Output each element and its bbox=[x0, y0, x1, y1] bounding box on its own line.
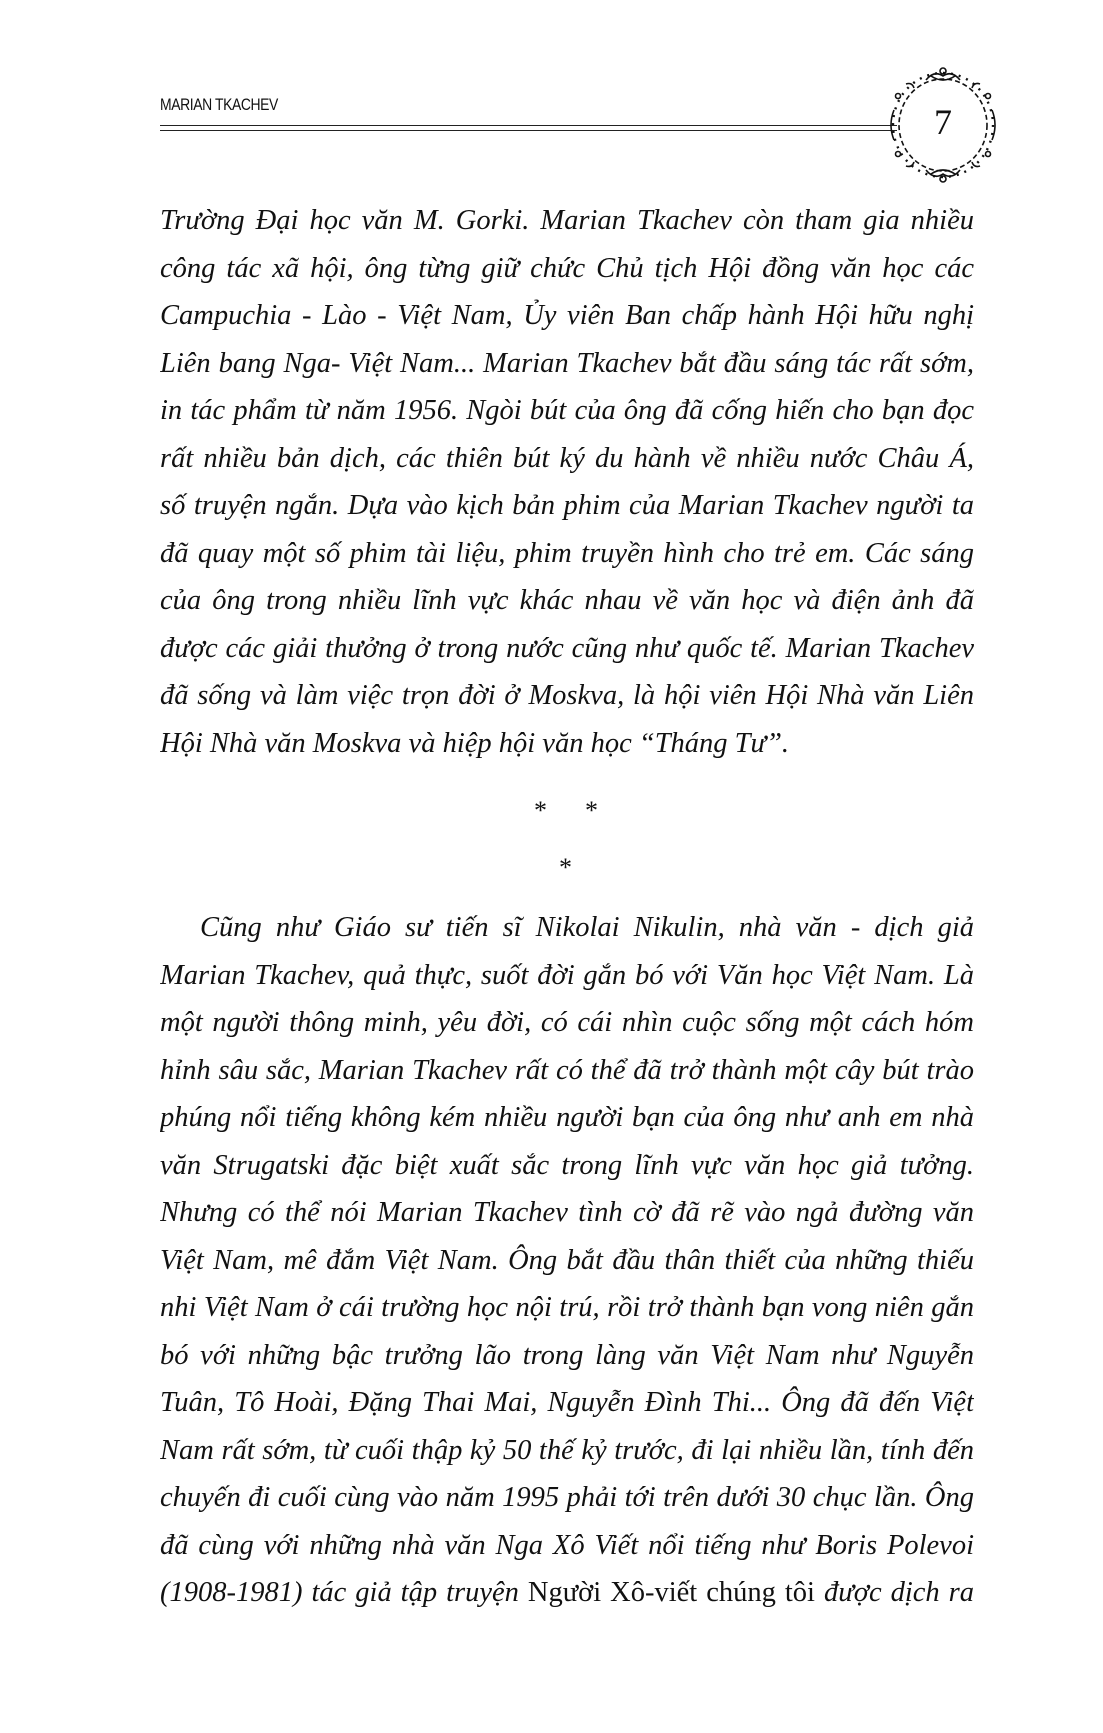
text-line: một người thông minh, yêu đời, có cái nhìn cuộc sống một cách hóm bbox=[160, 1007, 974, 1038]
text-line: được các giải thưởng ở trong nước cũng như quốc tế. Marian Tkachev bbox=[160, 632, 974, 664]
text-line: công tác xã hội, ông từng giữ chức Chủ tịch Hội đồng văn học các bbox=[160, 252, 974, 284]
text-line: đã cùng với những nhà văn Nga Xô Viết nổi tiếng như Boris Polevoi bbox=[160, 1529, 974, 1561]
text-segment: (1908-1981) tác giả tập truyện bbox=[160, 1577, 528, 1608]
text-line: hỉnh sâu sắc, Marian Tkachev rất có thể đã trở thành một cây bút trào bbox=[160, 1054, 974, 1086]
text-line bbox=[160, 1569, 974, 1617]
paragraph-1 bbox=[160, 197, 974, 767]
separator-star: * bbox=[534, 796, 547, 825]
text-line: đã quay một số phim tài liệu, phim truyền hình cho trẻ em. Các sáng bbox=[160, 537, 974, 569]
text-line: Tuân, Tô Hoài, Đặng Thai Mai, Nguyễn Đình Thi... Ông đã đến Việt bbox=[160, 1387, 974, 1418]
page-number: 7 bbox=[934, 102, 952, 142]
text-line: đã sống và làm việc trọn đời ở Moskva, là hội viên Hội Nhà văn Liên bbox=[160, 680, 974, 711]
text-line: văn Strugatski đặc biệt xuất sắc trong lĩnh vực văn học giả tưởng. bbox=[160, 1149, 974, 1181]
running-title: MARIAN TKACHEV bbox=[160, 95, 278, 114]
text-line: Nhưng có thể nói Marian Tkachev tình cờ đã rẽ vào ngả đường văn bbox=[160, 1197, 974, 1228]
header-rule bbox=[160, 130, 897, 131]
text-line: Trường Đại học văn M. Gorki. Marian Tkachev còn tham gia nhiều bbox=[160, 205, 974, 236]
text-line: bó với những bậc trưởng lão trong làng văn Việt Nam như Nguyễn bbox=[160, 1339, 974, 1371]
text-line: Campuchia - Lào - Việt Nam, Ủy viên Ban chấp hành Hội hữu nghị bbox=[160, 300, 974, 331]
text-line: Việt Nam, mê đắm Việt Nam. Ông bắt đầu thân thiết của những thiếu bbox=[160, 1244, 974, 1276]
text-line: phúng nổi tiếng không kém nhiều người bạn của ông như anh em nhà bbox=[160, 1102, 974, 1133]
text-line: Liên bang Nga- Việt Nam... Marian Tkachev bắt đầu sáng tác rất sớm, bbox=[160, 347, 974, 379]
text-line: nhi Việt Nam ở cái trường học nội trú, rồi trở thành bạn vong niên gắn bbox=[160, 1292, 974, 1323]
text-line: rất nhiều bản dịch, các thiên bút ký du hành về nhiều nước Châu Á, bbox=[160, 442, 974, 474]
text-line: số truyện ngắn. Dựa vào kịch bản phim của Marian Tkachev người ta bbox=[160, 490, 974, 521]
header-rule bbox=[160, 125, 897, 126]
text-segment: được dịch ra bbox=[814, 1577, 974, 1608]
paragraph-2 bbox=[160, 904, 974, 1617]
book-title: Người Xô-viết chúng tôi bbox=[527, 1577, 815, 1608]
separator-star: * bbox=[559, 853, 572, 882]
text-line: Marian Tkachev, quả thực, suốt đời gắn bó với Văn học Việt Nam. Là bbox=[160, 959, 974, 991]
text-line: in tác phẩm từ năm 1956. Ngòi bút của ông đã cống hiến cho bạn đọc bbox=[160, 395, 974, 426]
text-line: Nam rất sớm, từ cuối thập kỷ 50 thế kỷ trước, đi lại nhiều lần, tính đến bbox=[160, 1434, 974, 1466]
separator-star: * bbox=[585, 796, 598, 825]
text-line: chuyến đi cuối cùng vào năm 1995 phải tới trên dưới 30 chục lần. Ông bbox=[160, 1482, 974, 1513]
text-line: Hội Nhà văn Moskva và hiệp hội văn học “Tháng Tư”. bbox=[160, 727, 790, 759]
text-line: Cũng như Giáo sư tiến sĩ Nikolai Nikulin, nhà văn - dịch giả bbox=[200, 912, 974, 943]
text-line: của ông trong nhiều lĩnh vực khác nhau về văn học và điện ảnh đã bbox=[160, 585, 974, 616]
